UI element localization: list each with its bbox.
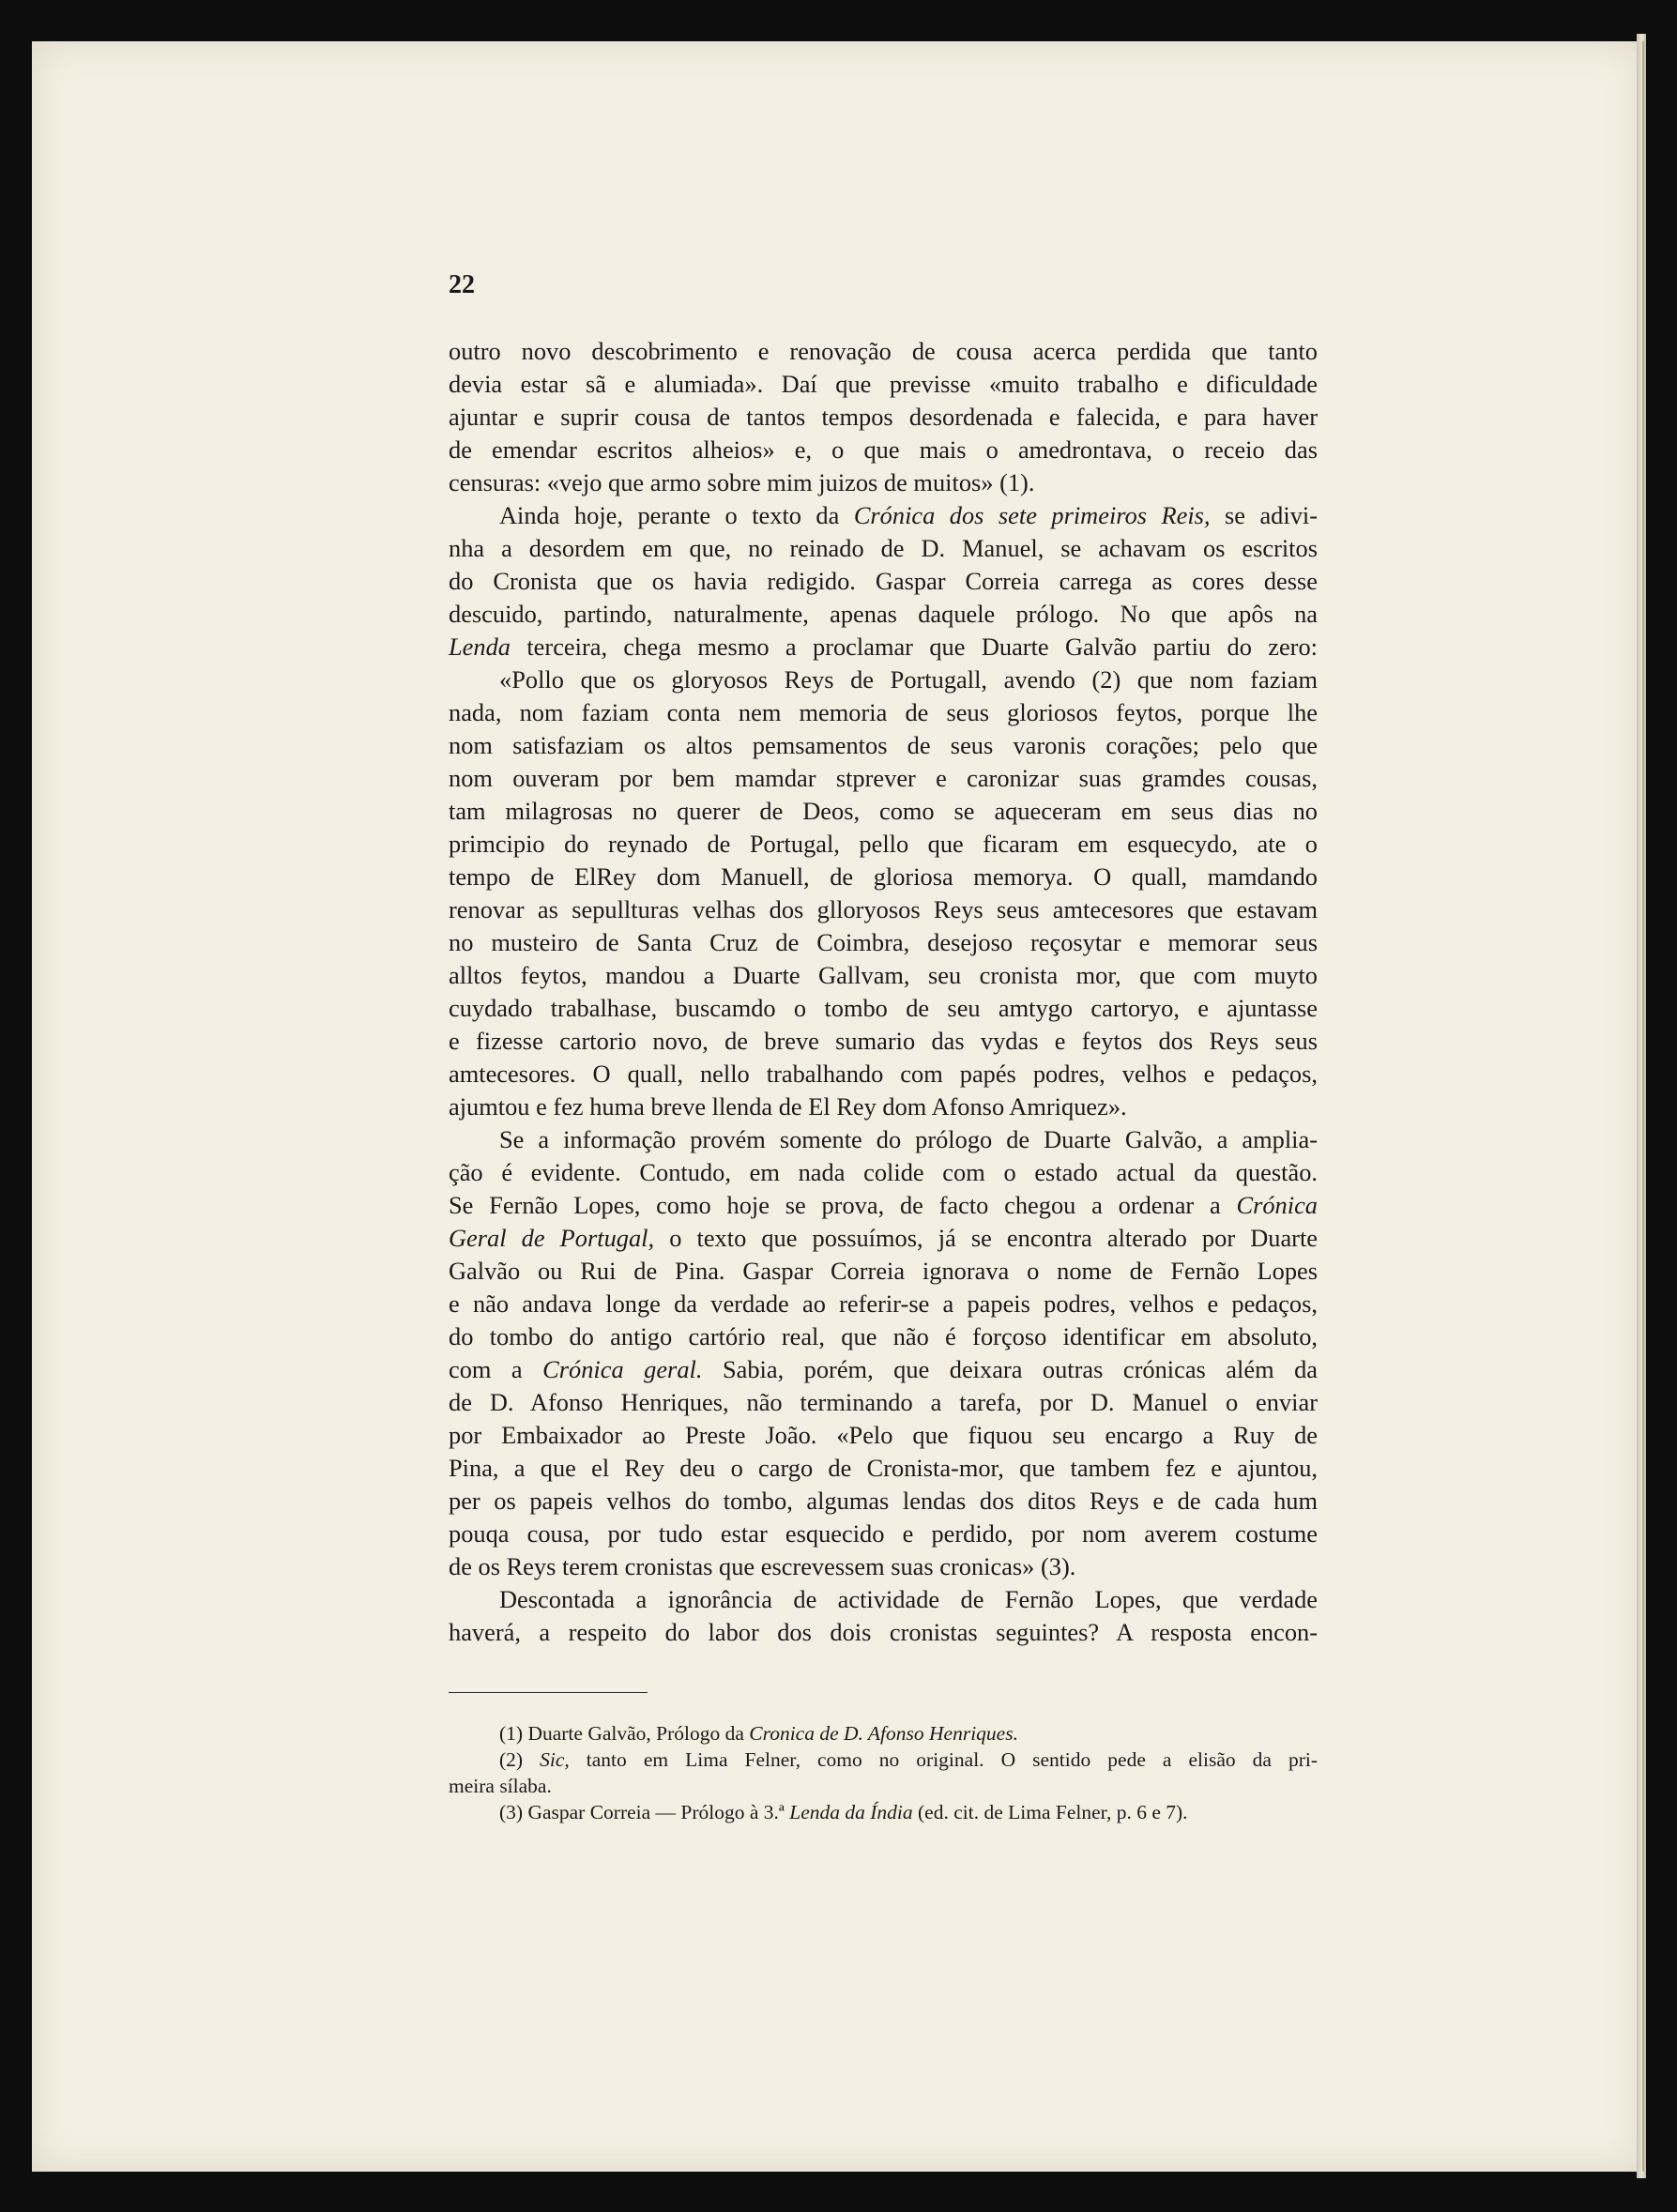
text-line xyxy=(449,1353,1318,1386)
footnote-3 xyxy=(449,1799,1318,1825)
footnotes xyxy=(449,1720,1318,1825)
italic-title: Crónica xyxy=(1236,1191,1318,1219)
text-line: nom satisfaziam os altos pemsamentos de seus varonis corações; pelo que xyxy=(449,731,1318,759)
text-segment: Se Fernão Lopes, como hoje se prova, de facto chegou a ordenar a xyxy=(449,1191,1237,1219)
text-line: outro novo descobrimento e renovação de cousa acerca perdida que tanto xyxy=(449,337,1318,365)
text-segment: Ainda hoje, perante o texto da xyxy=(499,501,854,529)
italic-text: Sic, xyxy=(540,1748,570,1771)
italic-title: Geral de Portugal, xyxy=(449,1224,655,1252)
text-line: descuido, partindo, naturalmente, apenas daquele prólogo. No que apôs na xyxy=(449,600,1318,628)
text-segment: tanto em Lima Felner, como no original. O sentido pede a elisão da pri- xyxy=(569,1748,1319,1771)
text-line: do Cronista que os havia redigido. Gaspar Correia carrega as cores desse xyxy=(449,567,1318,595)
text-line: nha a desordem em que, no reinado de D. Manuel, se achavam os escritos xyxy=(449,534,1318,562)
text-segment: (1) Duarte Galvão, Prólogo da xyxy=(499,1722,750,1745)
text-line: de emendar escritos alheios» e, o que mais o amedrontava, o receio das xyxy=(449,435,1318,464)
text-line: ajuntar e suprir cousa de tantos tempos desordenada e falecida, e para haver xyxy=(449,403,1318,431)
text-segment: se adivi- xyxy=(1210,501,1319,529)
text-segment: o texto que possuímos, já se encontra alterado por Duarte xyxy=(654,1224,1319,1252)
italic-title: Lenda xyxy=(449,633,511,661)
text-line xyxy=(449,1222,1318,1255)
italic-title: Crónica geral. xyxy=(542,1355,703,1383)
body-text xyxy=(449,335,1318,1649)
text-line: e fizesse cartorio novo, de breve sumario das vydas e feytos dos Reys seus xyxy=(449,1027,1318,1055)
text-line: primcipio do reynado de Portugal, pello que ficaram em esquecydo, ate o xyxy=(449,830,1318,858)
text-line: e não andava longe da verdade ao referir-se a papeis podres, velhos e pedaços, xyxy=(449,1289,1318,1318)
text-line: do tombo do antigo cartório real, que não é forçoso identificar em absoluto, xyxy=(449,1322,1318,1350)
italic-title: Lenda da Índia xyxy=(789,1801,913,1823)
text-segment: (ed. cit. de Lima Felner, p. 6 e 7). xyxy=(912,1801,1188,1823)
text-segment: com a xyxy=(449,1355,543,1383)
italic-title: Cronica de D. Afonso Henriques. xyxy=(749,1722,1018,1745)
text-segment: Sabia, porém, que deixara outras crónicas além da xyxy=(702,1355,1318,1383)
text-line xyxy=(449,631,1318,664)
text-line: ção é evidente. Contudo, em nada colide com o estado actual da questão. xyxy=(449,1158,1318,1186)
text-line: pouqa cousa, por tudo estar esquecido e perdido, por nom averem costume xyxy=(449,1519,1318,1548)
text-line: cuydado trabalhase, buscamdo o tombo de seu amtygo cartoryo, e ajuntasse xyxy=(449,994,1318,1022)
footnote-1 xyxy=(449,1720,1318,1747)
text-line: de D. Afonso Henriques, não terminando a tarefa, por D. Manuel o enviar xyxy=(449,1388,1318,1416)
page-edge xyxy=(1637,34,1646,2178)
text-line: no musteiro de Santa Cruz de Coimbra, desejoso reçosytar e memorar seus xyxy=(449,928,1318,956)
text-line: Se a informação provém somente do prólogo de Duarte Galvão, a amplia- xyxy=(499,1125,1318,1153)
text-line: nom ouveram por bem mamdar stprever e caronizar suas gramdes cousas, xyxy=(449,764,1318,792)
text-line: devia estar sã e alumiada». Daí que previsse «muito trabalho e dificuldade xyxy=(449,370,1318,398)
text-line: censuras: «vejo que armo sobre mim juizos de muitos» (1). xyxy=(449,468,1035,496)
text-line: per os papeis velhos do tombo, algumas lendas dos ditos Reys e de cada hum xyxy=(449,1487,1318,1515)
footnote-2 xyxy=(449,1747,1318,1773)
text-line: «Pollo que os gloryosos Reys de Portugall, avendo (2) que nom faziam xyxy=(499,665,1318,694)
binding-line xyxy=(1642,41,1644,2172)
text-segment: (2) xyxy=(499,1748,541,1771)
text-line xyxy=(449,499,1318,532)
text-line: nada, nom faziam conta nem memoria de seus gloriosos feytos, porque lhe xyxy=(449,698,1318,726)
italic-title: Crónica dos sete primeiros Reis, xyxy=(853,501,1211,529)
text-line: tempo de ElRey dom Manuell, de gloriosa memorya. O quall, mamdando xyxy=(449,862,1318,891)
text-line: tam milagrosas no querer de Deos, como se aqueceram em seus dias no xyxy=(449,797,1318,825)
text-line: ajumtou e fez huma breve llenda de El Rey dom Afonso Amriquez». xyxy=(449,1092,1127,1121)
text-line: alltos feytos, mandou a Duarte Gallvam, seu cronista mor, que com muyto xyxy=(449,961,1318,989)
text-line: Descontada a ignorância de actividade de Fernão Lopes, que verdade xyxy=(499,1585,1318,1613)
text-line: amtecesores. O quall, nello trabalhando com papés podres, velhos e pedaços, xyxy=(449,1060,1318,1088)
footnote-divider xyxy=(449,1692,648,1693)
text-line: Galvão ou Rui de Pina. Gaspar Correia ignorava o nome de Fernão Lopes xyxy=(449,1257,1318,1285)
text-line: renovar as sepullturas velhas dos glloryosos Reys seus amtecesores que estavam xyxy=(449,895,1318,923)
text-segment: (3) Gaspar Correia — Prólogo à 3.ª xyxy=(499,1801,790,1823)
text-line xyxy=(449,1189,1318,1222)
text-line: haverá, a respeito do labor dos dois cronistas seguintes? A resposta encon- xyxy=(449,1618,1318,1646)
page-number: 22 xyxy=(449,270,475,299)
text-segment: terceira, chega mesmo a proclamar que Duarte Galvão partiu do zero: xyxy=(510,633,1318,661)
text-line: de os Reys terem cronistas que escrevessem suas cronicas» (3). xyxy=(449,1552,1076,1580)
footnote-2-continued: meira sílaba. xyxy=(449,1775,552,1797)
text-line: Pina, a que el Rey deu o cargo de Cronista-mor, que tambem fez e ajuntou, xyxy=(449,1454,1318,1482)
text-line: por Embaixador ao Preste João. «Pelo que fiquou seu encargo a Ruy de xyxy=(449,1421,1318,1449)
